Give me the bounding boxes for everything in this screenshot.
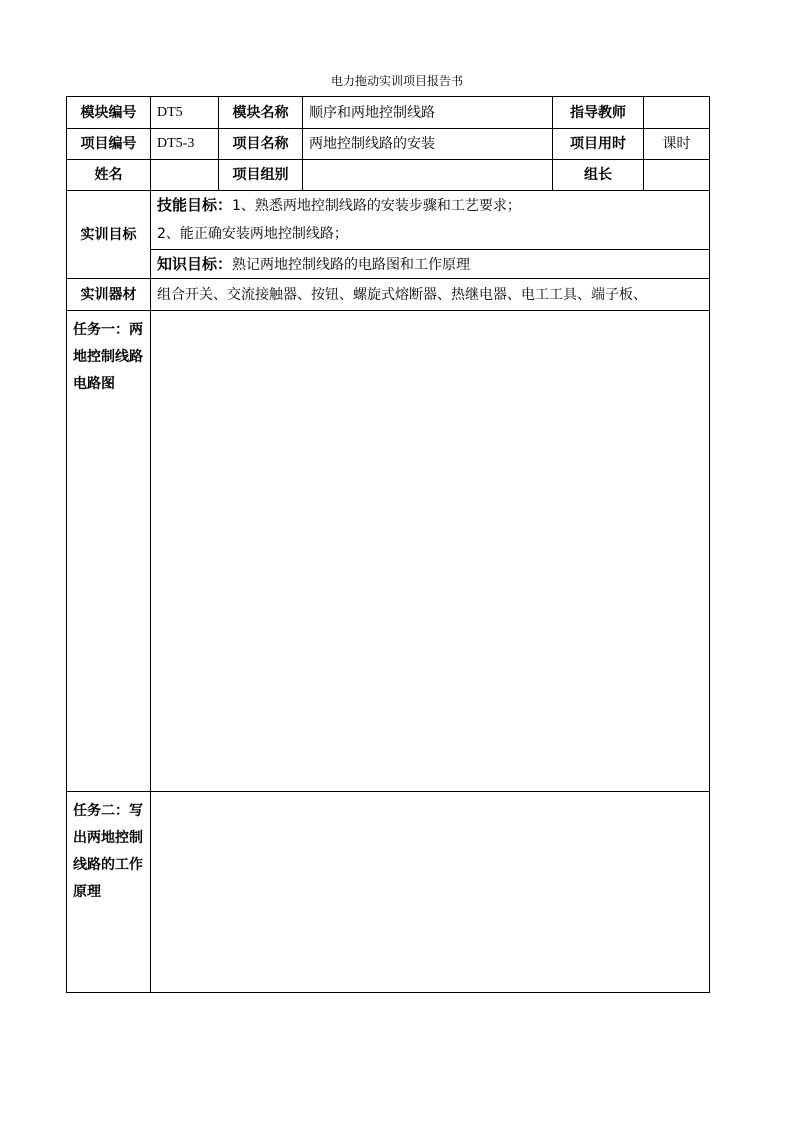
- row-name: [67, 160, 710, 191]
- row-knowledge-goal: [67, 250, 710, 279]
- equipment-text: 组合开关、交流接触器、按钮、螺旋式熔断器、热继电器、电工工具、端子板、: [151, 279, 710, 311]
- skill-goal-line-2: [151, 220, 709, 249]
- row-skill-goal: [67, 191, 710, 250]
- document-title: 电力拖动实训项目报告书: [330, 74, 463, 88]
- goals-label: 实训目标: [67, 191, 151, 279]
- module-name-value[interactable]: 顺序和两地控制线路: [303, 97, 553, 129]
- report-table: [66, 96, 710, 993]
- project-no-label: 项目编号: [67, 129, 151, 160]
- task-1-content-area[interactable]: [151, 311, 710, 792]
- module-no-value[interactable]: DT5: [151, 97, 219, 129]
- leader-label: 组长: [553, 160, 644, 191]
- project-no-value[interactable]: DT5-3: [151, 129, 219, 160]
- name-label: 姓名: [67, 160, 151, 191]
- row-project: [67, 129, 710, 160]
- skill-goal-cell: [151, 191, 710, 250]
- task-1-label: 任务一：两地控制线路电路图: [67, 311, 151, 792]
- knowledge-goal-label: 知识目标：: [157, 254, 233, 273]
- knowledge-goal-text: 熟记两地控制线路的电路图和工作原理: [232, 256, 471, 273]
- teacher-label: 指导教师: [553, 97, 644, 129]
- skill-goal-label: 技能目标：: [157, 196, 233, 214]
- leader-value[interactable]: [644, 160, 710, 191]
- time-value[interactable]: 课时: [644, 129, 710, 160]
- project-name-label: 项目名称: [219, 129, 303, 160]
- time-label: 项目用时: [553, 129, 644, 160]
- group-label: 项目组别: [219, 160, 303, 191]
- name-value[interactable]: [151, 160, 219, 191]
- module-name-label: 模块名称: [219, 97, 303, 129]
- skill-goal-item-2: 2、能正确安装两地控制线路；: [157, 226, 348, 242]
- project-name-value[interactable]: 两地控制线路的安装: [303, 129, 553, 160]
- row-equipment: [67, 279, 710, 311]
- row-task-2: [67, 792, 710, 993]
- task-2-label: 任务二：写出两地控制线路的工作原理: [67, 792, 151, 993]
- knowledge-goal-cell: [151, 250, 710, 279]
- group-value[interactable]: [303, 160, 553, 191]
- row-module: [67, 97, 710, 129]
- task-2-content-area[interactable]: [151, 792, 710, 993]
- module-no-label: 模块编号: [67, 97, 151, 129]
- equipment-label: 实训器材: [67, 279, 151, 311]
- skill-goal-item-1: 1、熟悉两地控制线路的安装步骤和工艺要求；: [232, 198, 521, 214]
- teacher-value[interactable]: [644, 97, 710, 129]
- skill-goal-line-1: [151, 191, 709, 220]
- row-task-1: [67, 311, 710, 792]
